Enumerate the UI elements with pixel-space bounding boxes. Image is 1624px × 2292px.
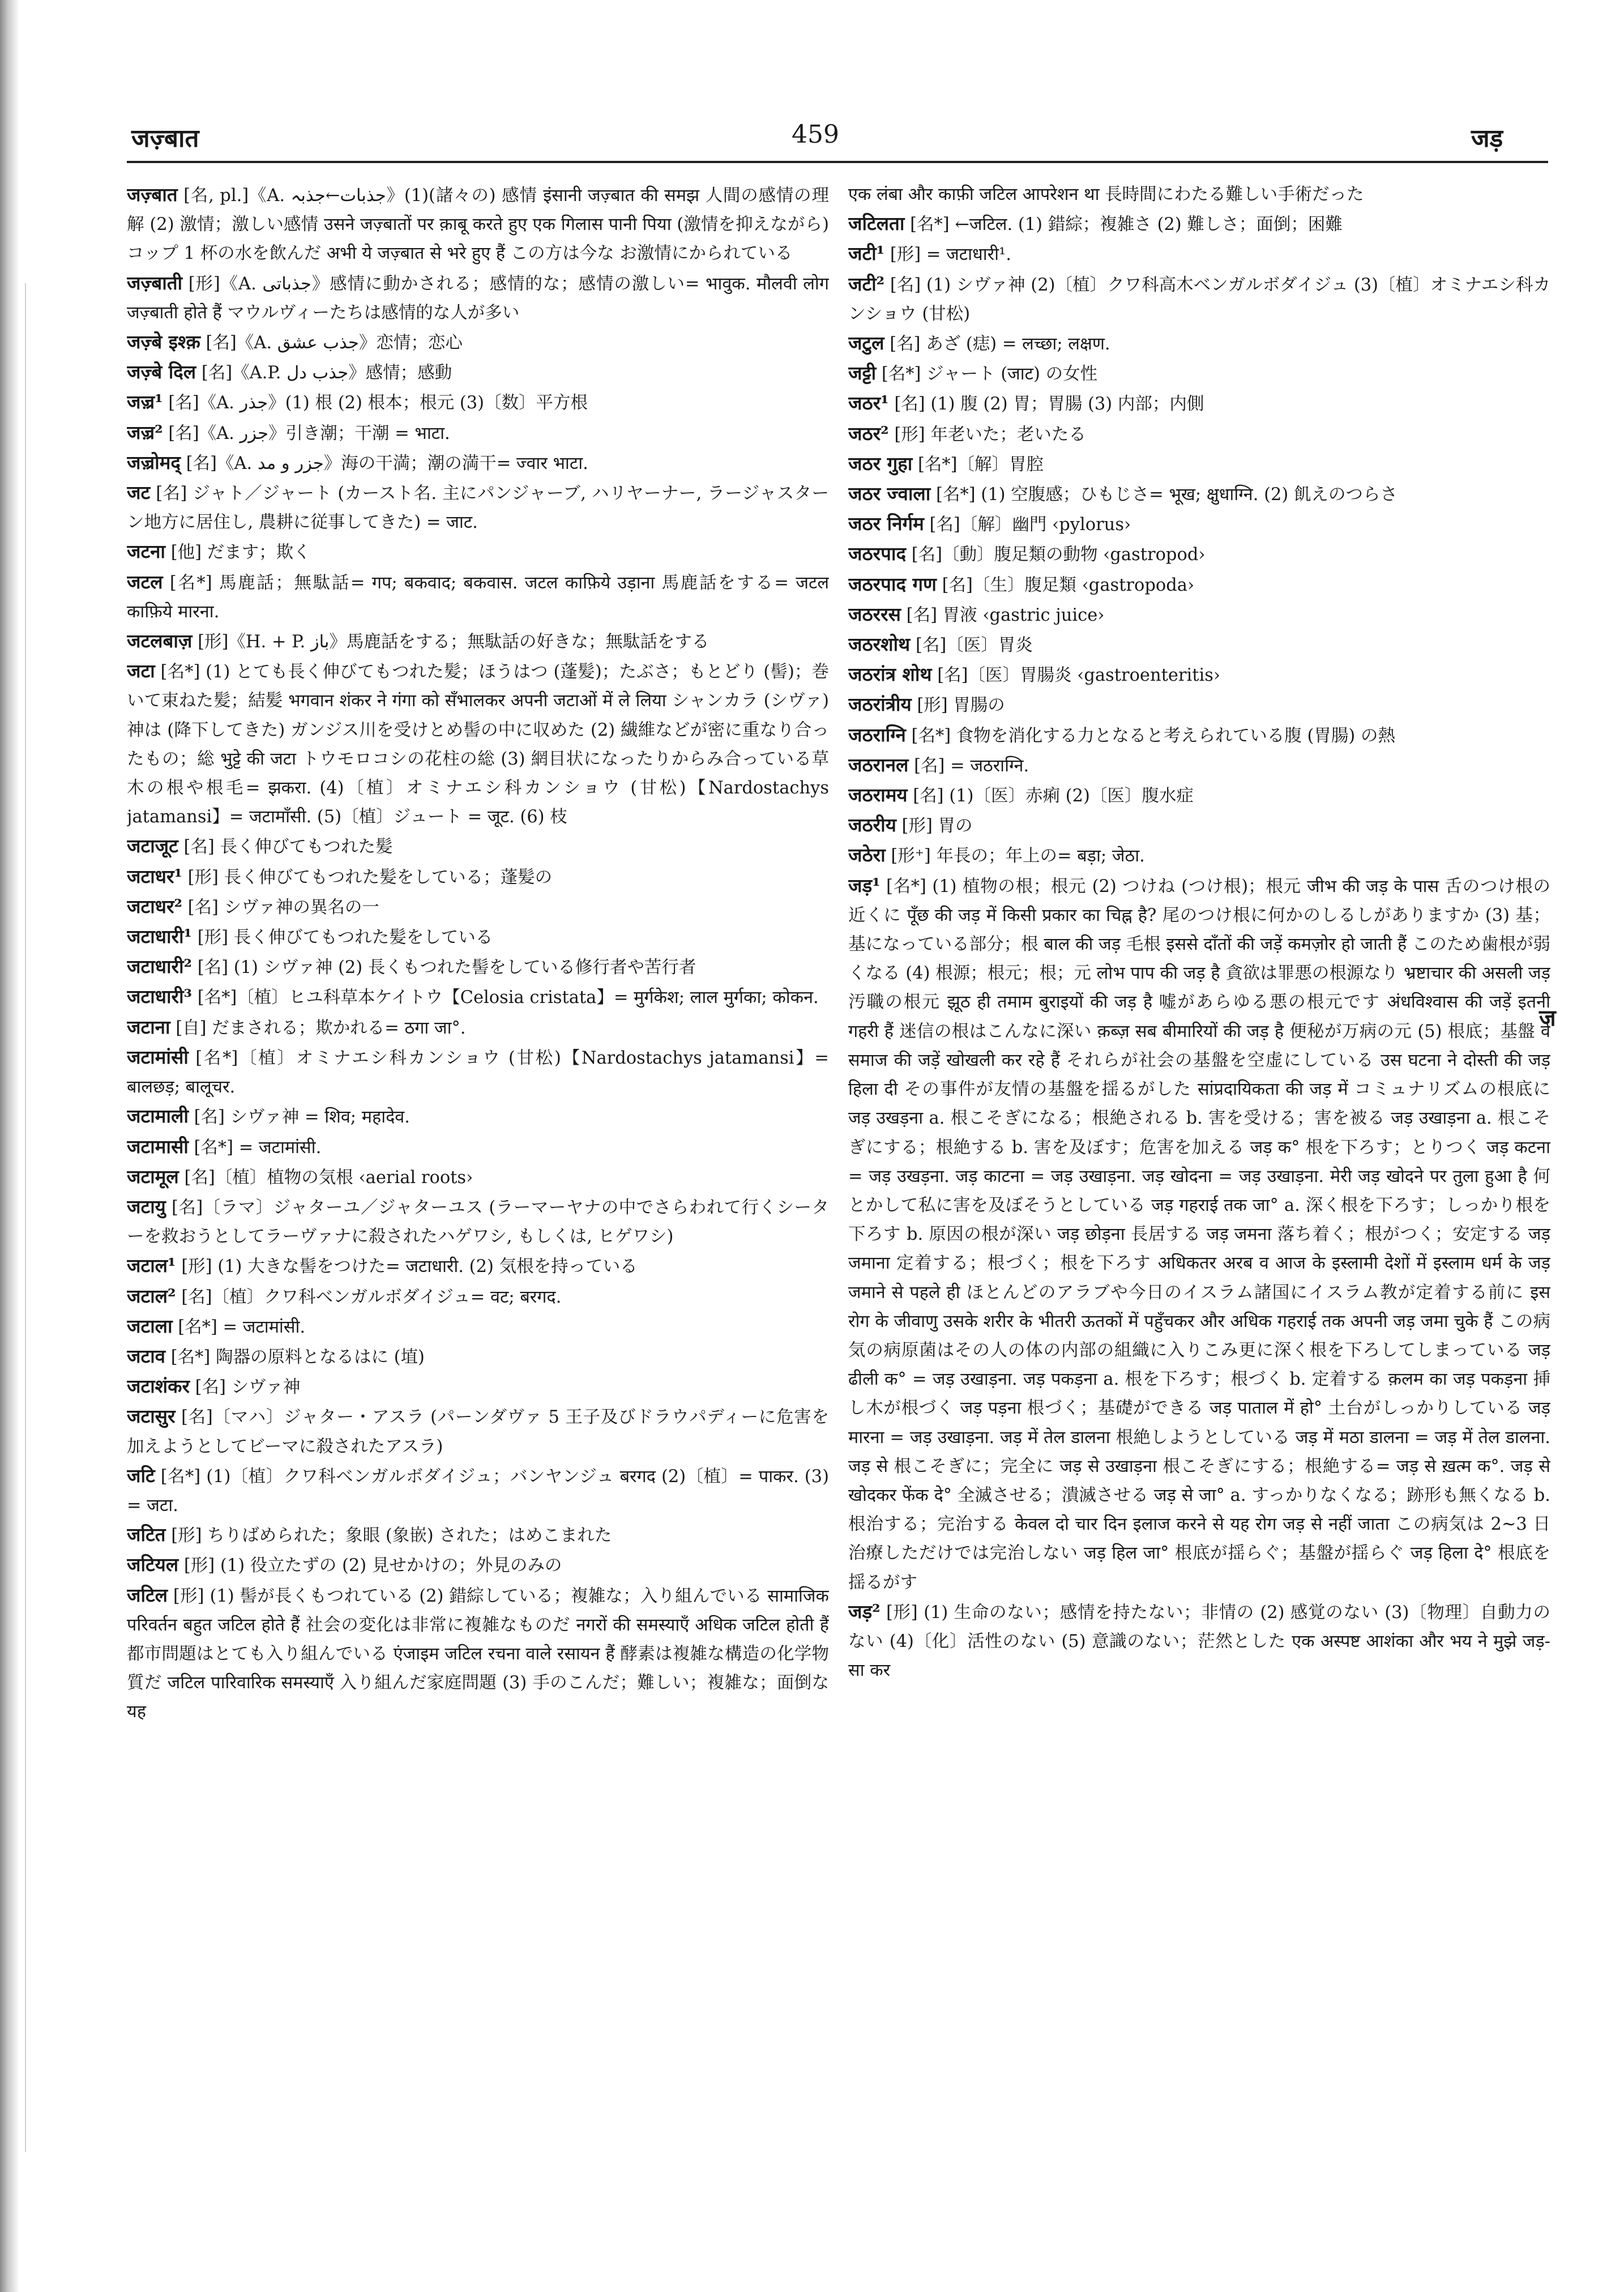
- dictionary-entry: [127, 1581, 829, 1727]
- entry-headword: जटुल: [848, 332, 884, 355]
- entry-headword: जठरांत्र शोथ: [848, 663, 932, 686]
- dictionary-entry: [848, 871, 1550, 1597]
- dictionary-entry: [127, 892, 829, 922]
- entry-definition: [形] 長く伸びてもつれた髪をしている: [197, 928, 493, 948]
- dictionary-entry: [127, 1162, 829, 1192]
- entry-headword: जड़²: [848, 1600, 881, 1623]
- dictionary-entry: [127, 862, 829, 892]
- entry-definition: [名] (1) シヴァ神 (2) 長くもつれた髻をしている修行者や苦行者: [197, 958, 696, 978]
- entry-definition: [名]〔医〕胃炎: [915, 635, 1033, 656]
- entry-definition: [名]〔植〕植物の気根 ‹aerial roots›: [184, 1167, 473, 1188]
- entry-definition: [名] (1)〔医〕赤痢 (2)〔医〕腹水症: [913, 786, 1194, 806]
- dictionary-entry: [127, 418, 829, 448]
- entry-headword: जटाजूट: [127, 835, 178, 857]
- dictionary-entry: [127, 1043, 829, 1102]
- entry-headword: जटाला: [127, 1314, 173, 1337]
- dictionary-entry: [127, 327, 829, 357]
- dictionary-entry: [127, 656, 829, 831]
- entry-headword: जठराग्नि: [848, 723, 906, 746]
- entry-definition: [形] 長く伸びてもつれた髪をしている；蓬髪の: [187, 867, 553, 887]
- dictionary-entry: [127, 537, 829, 567]
- entry-headword: जठर गुहा: [848, 452, 913, 475]
- entry-definition: [形] (1) 髻が長くもつれている (2) 錯綜している；複雑な；入り組んでいる सामाजिक परिवर्तन बहुत जटिल होते हैं 社会の変化は非常に複雑なものだ नगरों की समस्याएँ अधिक जटिल होती हैं 都市問題はとても入り組んでいる एंजाइम जटिल रचना वाले रसायन हैं 酵素は複雑な構造の化学物質だ जटिल पारिवारिक समस्याएँ 入り組んだ家庭問題 (3) 手のこんだ；難しい；複雑な；面倒な यह: [127, 1586, 829, 1722]
- entry-definition: [名]《A. جزر》引き潮；干潮 = भाटा.: [168, 423, 450, 443]
- dictionary-entry: [127, 1402, 829, 1461]
- entry-definition: [名]〔植〕クワ科ベンガルボダイジュ= वट; बरगद.: [181, 1287, 562, 1307]
- entry-headword: जटाव: [127, 1345, 166, 1367]
- dictionary-entry: [848, 539, 1550, 569]
- entry-definition: [名] 胃液 ‹gastric juice›: [906, 605, 1105, 625]
- entry-headword: जटाना: [127, 1015, 170, 1038]
- entry-definition: [名]《A. جذب عشق》恋情；恋心: [206, 333, 463, 353]
- dictionary-entry: [127, 1251, 829, 1281]
- entry-definition: [自] だまされる；欺かれる= ठगा जा°.: [176, 1018, 466, 1038]
- entry-headword: जज़्बाती: [127, 271, 183, 294]
- dictionary-entry: [127, 1461, 829, 1520]
- entry-headword: जटाधारी¹: [127, 925, 193, 948]
- dictionary-entry: [848, 630, 1550, 660]
- dictionary-entry: [127, 180, 829, 268]
- entry-headword: जठर निर्गम: [848, 513, 924, 535]
- entry-definition: [他] だます；欺く: [170, 543, 311, 563]
- entry-definition: [名]《A. جذر》(1) 根 (2) 根本；根元 (3)〔数〕平方根: [168, 393, 588, 413]
- dictionary-entry: [127, 831, 829, 861]
- dictionary-entry: [848, 358, 1550, 389]
- margin-line: [25, 283, 26, 2152]
- entry-definition: [名*] (1)〔植〕クワ科ベンガルボダイジュ；バンヤンジュ बरगद (2)〔植〕= पाकर. (3) = जटा.: [127, 1466, 829, 1516]
- dictionary-entry: [848, 209, 1550, 239]
- entry-headword: जड़¹: [848, 874, 881, 897]
- entry-definition: [名]《A. جزر و مد》海の干満；潮の満干= ज्वार भाटा.: [186, 453, 588, 473]
- dictionary-entry: [848, 449, 1550, 479]
- entry-headword: जटल: [127, 570, 163, 593]
- entry-definition: [名*] 馬鹿話；無駄話= गप; बकवाद; बकवास. जटल काफ़िये उड़ाना 馬鹿話をする= जटल काफ़िये मारना.: [127, 573, 829, 622]
- entry-definition: [名] シヴァ神: [195, 1377, 301, 1398]
- entry-headword: जटाधर¹: [127, 865, 182, 887]
- entry-definition: [形] 胃腸の: [917, 695, 1005, 716]
- entry-headword: जठरानल: [848, 753, 909, 776]
- dictionary-entry: [127, 626, 829, 656]
- entry-headword: जज़्बे इश्क़: [127, 331, 200, 353]
- entry-headword: जठरशोथ: [848, 633, 911, 656]
- book-binding-shadow: [0, 0, 19, 2292]
- dictionary-entry: [127, 1372, 829, 1402]
- entry-definition: [形] 胃の: [901, 816, 973, 836]
- dictionary-entry: [848, 509, 1550, 539]
- entry-headword: जटासुर: [127, 1405, 176, 1428]
- entry-definition: [名*]〔植〕ヒユ科草本ケイトウ【Celosia cristata】= मुर्गकेश; लाल मुर्गका; कोकन.: [197, 988, 819, 1008]
- entry-definition: [名] 長く伸びてもつれた髪: [183, 837, 393, 857]
- entry-headword: जठरामय: [848, 784, 908, 806]
- entry-definition: [名] (1) シヴァ神 (2)〔植〕クワ科高木ベンガルボダイジュ (3)〔植〕オミナエシ科カンショウ (甘松): [848, 275, 1550, 324]
- entry-definition: [形]《A. جذباتی》感情に動かされる；感情的な；感情の激しい= भावुक. मौलवी लोग जज़्बाती होते हैं マウルヴィーたちは感情的な人が多い: [127, 274, 829, 323]
- entry-headword: जटाधर²: [127, 895, 182, 917]
- entry-headword: जठररस: [848, 603, 901, 625]
- entry-definition: [名]〔生〕腹足類 ‹gastropoda›: [942, 575, 1195, 595]
- dictionary-entry: [127, 268, 829, 327]
- entry-definition: [名*]〔植〕オミナエシ科カンショウ (甘松)【Nardostachys jatamansi】= बालछड़; बालूचर.: [127, 1048, 829, 1098]
- entry-headword: जटियल: [127, 1553, 179, 1576]
- right-column: [848, 180, 1550, 2213]
- entry-definition: [名] (1) 腹 (2) 胃；胃腸 (3) 内部；内側: [894, 394, 1204, 415]
- entry-definition: [形] (1) 役立たずの (2) 見せかけの；外見のみの: [183, 1556, 562, 1576]
- entry-headword: जठेरा: [848, 844, 886, 867]
- dictionary-entry: [848, 810, 1550, 840]
- dictionary-entry: [848, 570, 1550, 600]
- dictionary-entry: [848, 690, 1550, 720]
- entry-headword: जट्टी: [848, 362, 877, 385]
- entry-definition: [名*] 陶器の原料となるはに (埴): [170, 1347, 425, 1367]
- dictionary-entry: [848, 750, 1550, 780]
- dictionary-entry: [127, 1102, 829, 1132]
- entry-definition: [名]〔ラマ〕ジャターユ／ジャターユス (ラーマーヤナの中でさらわれて行くシーターを救おうとしてラーヴァナに殺されたハゲワシ, もしくは, ヒゲワシ): [127, 1197, 829, 1247]
- entry-headword: जट: [127, 481, 151, 504]
- entry-headword: जटित: [127, 1523, 166, 1546]
- entry-headword: जटामाली: [127, 1105, 189, 1128]
- entry-definition: [形] 年老いた；老いたる: [894, 424, 1086, 445]
- dictionary-entry: [127, 1282, 829, 1312]
- dictionary-entry: [127, 1013, 829, 1043]
- entry-headword: जटाधारी³: [127, 985, 193, 1008]
- entry-definition: [名]〔マハ〕ジャター・アスラ (パーンダヴァ 5 王子及びドラウパディーに危害を加えようとしてビーマに殺されたアスラ): [127, 1407, 829, 1457]
- dictionary-entry: [848, 479, 1550, 509]
- entry-definition: [名*]〔解〕胃腔: [918, 454, 1044, 475]
- entry-definition: [名] = जठराग्नि.: [914, 756, 1029, 776]
- entry-definition: [名*] (1) とても長く伸びてもつれた髪；ほうはつ (蓬髪)；たぶさ；もとどり (髻)；巻いて束ねた髪；結髪 भगवान शंकर ने गंगा को सँभालकर अपनी जटाओं में ले लिया シャンカラ (シヴァ) 神は (降下してきた) ガンジス川を受けとめ髻の中に収めた (2) 繊維などが密に重なり合ったもの；総 भुट्टे की जटा トウモロコシの花柱の総 (3) 網目状になったりからみ合っている草木の根や根毛= झकरा. (4)〔植〕オミナエシ科カンショウ (甘松)【Nardostachys jatamansi】= जटामाँसी. (5)〔植〕ジュート = जूट. (6) 枝: [127, 662, 829, 827]
- entry-headword: जटी²: [848, 272, 885, 295]
- dictionary-entry: [848, 840, 1550, 870]
- entry-headword: जठर²: [848, 422, 889, 445]
- entry-headword: जज़्रोमद्: [127, 451, 181, 473]
- running-head-first-word: जज़्बात: [131, 124, 199, 153]
- dictionary-entry: [848, 419, 1550, 449]
- entry-headword: जटिलता: [848, 212, 905, 235]
- entry-definition: [名] シヴァ神の異名の一: [187, 897, 379, 917]
- dictionary-entry: [127, 1550, 829, 1580]
- entry-headword: जटाल¹: [127, 1254, 176, 1277]
- dictionary-entry: [848, 239, 1550, 269]
- dictionary-entry: [848, 1597, 1550, 1685]
- entry-headword: जटी¹: [848, 242, 885, 265]
- dictionary-entry: [848, 389, 1550, 419]
- entry-headword: जटि: [127, 1464, 155, 1487]
- entry-definition: [名]〔動〕腹足類の動物 ‹gastropod›: [911, 545, 1206, 565]
- entry-definition: [形⁺] 年長の；年上の= बड़ा; जेठा.: [891, 846, 1145, 867]
- dictionary-entry: [127, 982, 829, 1012]
- entry-definition: [名] シヴァ神 = शिव; महादेव.: [194, 1107, 410, 1128]
- dictionary-entry: [848, 600, 1550, 630]
- entry-headword: जटा: [127, 660, 155, 682]
- entry-headword: जज़्र²: [127, 421, 163, 443]
- dictionary-entry: [848, 328, 1550, 358]
- entry-headword: जटामांसी: [127, 1045, 189, 1068]
- entry-definition: [名]〔解〕幽門 ‹pylorus›: [929, 515, 1131, 535]
- thumb-index-letter: ज: [1539, 1005, 1556, 1031]
- entry-definition: [形] (1) 大きな髻をつけた= जटाधारी. (2) 気根を持っている: [181, 1257, 638, 1277]
- entry-headword: जटायु: [127, 1195, 166, 1218]
- dictionary-entry: [127, 1312, 829, 1342]
- entry-headword: जठर ज्वाला: [848, 483, 931, 505]
- entry-definition: [名]《A.P. جذب دل》感情；感動: [201, 363, 452, 383]
- entry-headword: जटाल²: [127, 1284, 176, 1307]
- dictionary-entry: [127, 567, 829, 626]
- entry-headword: जटाधारी²: [127, 955, 193, 978]
- dictionary-entry: [848, 780, 1550, 810]
- left-column: [127, 180, 829, 2060]
- page-number: 459: [792, 120, 839, 149]
- entry-headword: जज़्बात: [127, 183, 178, 206]
- dictionary-entry: [848, 270, 1550, 328]
- entry-definition: [形] (1) 生命のない；感情を持たない；非情の (2) 感覚のない (3)〔物理〕自動力のない (4)〔化〕活性のない (5) 意識のない；茫然とした एक अस्पष्ट आशंका और भय ने मुझे जड़-सा कर: [848, 1602, 1550, 1681]
- entry-definition: [名*] ←जटिल. (1) 錯綜；複雑さ (2) 難しさ；面倒；困難: [910, 215, 1343, 235]
- entry-definition: [名*] = जटामांसी.: [178, 1317, 306, 1337]
- entry-definition: [名] あざ (痣) = लच्छा; लक्षण.: [890, 334, 1110, 355]
- entry-definition: [名*] (1) 空腹感；ひもじさ= भूख; क्षुधाग्नि. (2) 飢えのつらさ: [936, 485, 1398, 505]
- dictionary-entry: [127, 952, 829, 982]
- entry-definition: [名, pl.]《A. جذبات←جذبہ》(1)(諸々の) 感情 इंसानी जज़्बात की समझ 人間の感情の理解 (2) 激情；激しい感情 उसने जज़्बातों पर क़ाबू करते हुए एक गिलास पानी पिया (激情を抑えながら) コップ 1 杯の水を飲んだ अभी ये जज़्बात से भरे हुए हैं この方は今な お激情にかられている: [127, 186, 829, 264]
- dictionary-entry: [127, 1192, 829, 1251]
- entry-definition: [形]《H. + P. باز》馬鹿話をする；無駄話の好きな；無駄話をする: [198, 632, 710, 652]
- header-rule: [127, 161, 1548, 163]
- dictionary-entry: [127, 387, 829, 417]
- entry-headword: जटिल: [127, 1584, 168, 1606]
- dictionary-entry: [848, 660, 1550, 690]
- running-head-last-word: जड़: [1471, 124, 1503, 153]
- entry-headword: जठरपाद: [848, 543, 906, 565]
- entry-headword: जटामासी: [127, 1135, 189, 1158]
- entry-headword: जठरांत्रीय: [848, 693, 912, 716]
- dictionary-entry: [127, 448, 829, 478]
- entry-definition: [名]〔医〕胃腸炎 ‹gastroenteritis›: [937, 665, 1221, 686]
- entry-headword: जटाशंकर: [127, 1375, 190, 1398]
- entry-headword: जठरीय: [848, 814, 896, 836]
- dictionary-entry: [127, 357, 829, 387]
- entry-definition: [名*] (1) 植物の根；根元 (2) つけね (つけ根)；根元 जीभ की जड़ के पास 舌のつけ根の近くに पूँछ की जड़ में किसी प्रकार का चिह्न है? 尾のつけ根に何かのしるしがありますか (3) 基；基になっている部分；根 बाल की जड़ 毛根 इससे दाँतों की जड़ें कमज़ोर हो जाती हैं このため歯根が弱くなる (4) 根源；根元；根；元 लोभ पाप की जड़ है 貪欲は罪悪の根源なり भ्रष्टाचार की असली जड़ 汚職の根元 झूठ ही तमाम बुराइयों की जड़ है 嘘があらゆる悪の根元です अंधविश्वास की जड़ें इतनी गहरी हैं 迷信の根はこんなに深い क़ब्ज़ सब बीमारियों की जड़ है 便秘が万病の元 (5) 根底；基盤 वे समाज की जड़ें खोखली कर रहे हैं それらが社会の基盤を空虚にしている उस घटना ने दोस्ती की जड़ हिला दी その事件が友情の基盤を揺るがした सांप्रदायिकता की जड़ में コミュナリズムの根底に जड़ उखड़ना a. 根こそぎになる；根絶される b. 害を受ける；害を被る जड़ उखाड़ना a. 根こそぎにする；根絶する b. 害を及ぼす；危害を加える जड़ क° 根を下ろす；とりつく जड़ कटना = जड़ उखड़ना. जड़ काटना = जड़ उखाड़ना. जड़ खोदना = जड़ उखाड़ना. मेरी जड़ खोदने पर तुला हुआ है 何とかして私に害を及ぼそうとしている जड़ गहराई तक जा° a. 深く根を下ろす；しっかり根を下ろす b. 原因の根が深い जड़ छोड़ना 長居する जड़ जमना 落ち着く；根がつく；安定する जड़ जमाना 定着する；根づく；根を下ろす अधिकतर अरब व आज के इस्लामी देशों में इस्लाम धर्म के जड़ जमाने से पहले ही ほとんどのアラブや今日のイスラム諸国にイスラム教が定着する前に इस रोग के जीवाणु उसके शरीर के भीतरी ऊतकों में पहुँचकर और अधिक गहराई तक अपनी जड़ जमा चुके हैं この病気の病原菌はその人の体の内部の組織に入りこみ更に深く根を下ろしてしまっている जड़ ढीली क° = जड़ उखाड़ना. जड़ पकड़ना a. 根を下ろす；根づく b. 定着する क़लम का जड़ पकड़ना 挿し木が根づく जड़ पड़ना 根づく；基礎ができる जड़ पाताल में हो° 土台がしっかりしている जड़ मारना = जड़ उखाड़ना. जड़ में तेल डालना 根絶しようとしている जड़ में मठा डालना = जड़ में तेल डालना. जड़ से 根こそぎに；完全に जड़ से उखाड़ना 根こそぎにする；根絶する= जड़ से ख़त्म क°. जड़ से खोदकर फेंक दे° 全滅させる；潰滅させる जड़ से जा° a. すっかりなくなる；跡形も無くなる b. 根治する；完治する केवल दो चार दिन इलाज करने से यह रोग जड़ से नहीं जाता この病気は 2~3 日治療しただけでは完治しない जड़ हिल जा° 根底が揺らぐ；基盤が揺らぐ जड़ हिला दे° 根底を揺るがす: [848, 876, 1550, 1593]
- entry-headword: जठर¹: [848, 392, 889, 415]
- entry-definition: [名] ジャト／ジャート (カースト名. 主にパンジャーブ, ハリヤーナー, ラージャスターン地方に居住し, 農耕に従事してきた) = जाट.: [127, 484, 829, 533]
- dictionary-entry: [127, 922, 829, 952]
- entry-definition: [形] ちりばめられた；象眼 (象嵌) された；はめこまれた: [171, 1526, 612, 1546]
- entry-definition: एक लंबा और काफ़ी जटिल आपरेशन था 長時間にわたる難しい手術だった: [848, 185, 1364, 204]
- dictionary-entry: [127, 478, 829, 537]
- dictionary-entry: [127, 1132, 829, 1162]
- dictionary-entry: [127, 1520, 829, 1550]
- entry-headword: जज़्र¹: [127, 391, 163, 413]
- entry-definition: [名*] 食物を消化する力となると考えられている腹 (胃腸) の熱: [911, 725, 1395, 746]
- entry-headword: जटलबाज़: [127, 630, 193, 652]
- entry-headword: जज़्बे दिल: [127, 361, 196, 383]
- entry-headword: जटना: [127, 540, 165, 563]
- dictionary-entry: [848, 720, 1550, 750]
- entry-definition: [名*] ジャート (जाट) の女性: [881, 364, 1098, 385]
- entry-definition: [形] = जटाधारी¹.: [890, 245, 1011, 265]
- dictionary-entry: [848, 180, 1550, 209]
- entry-definition: [名*] = जटामांसी.: [194, 1137, 322, 1158]
- entry-headword: जठरपाद गण: [848, 573, 937, 595]
- entry-headword: जटामूल: [127, 1165, 179, 1188]
- dictionary-entry: [127, 1342, 829, 1372]
